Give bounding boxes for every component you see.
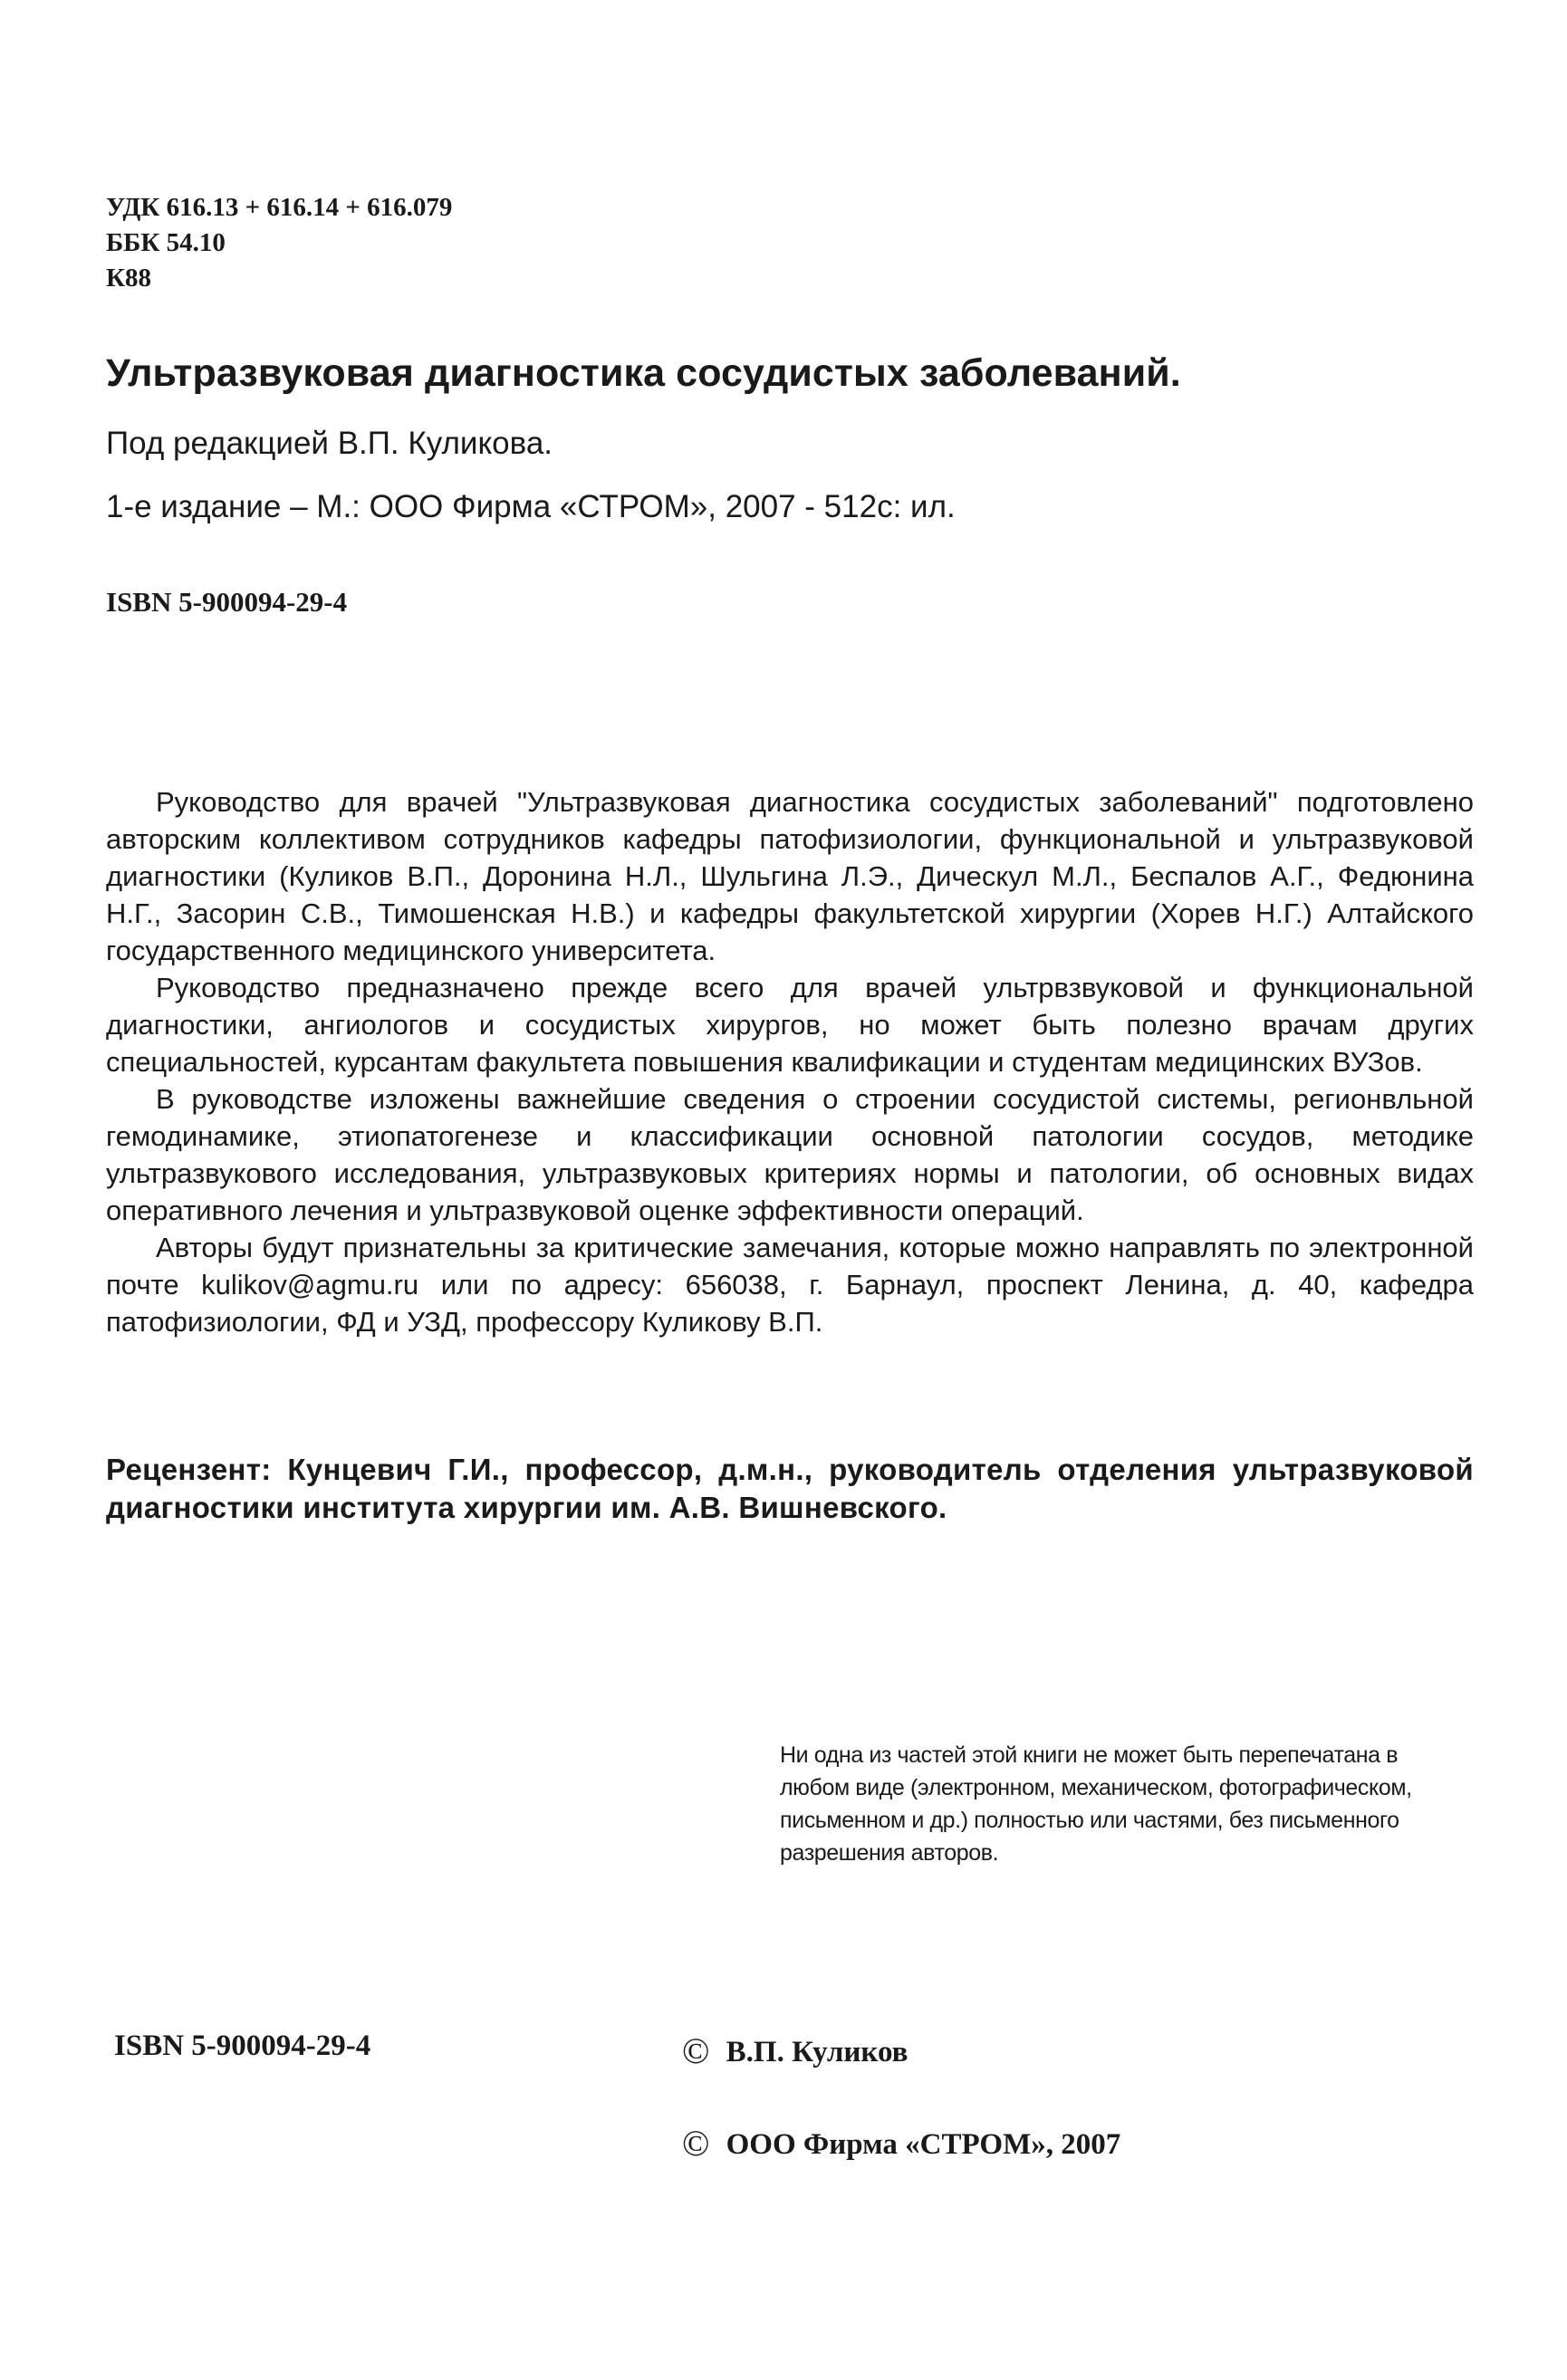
book-title: Ультразвуковая диагностика сосудистых заболеваний. xyxy=(106,351,1181,395)
copyright-author xyxy=(682,2030,908,2072)
isbn-top: ISBN 5-900094-29-4 xyxy=(106,586,348,618)
abstract-paragraph: Авторы будут признательны за критические замечания, которые можно направлять по электронной почте kulikov@agmu.ru или по адресу: 656038, г. Барнаул, проспект Ленина, д. 40, кафедра патофизиологии, ФД и УЗД, профессору Куликову В.П. xyxy=(106,1232,1474,1338)
abstract xyxy=(106,783,1474,1340)
author-mark: К88 xyxy=(106,264,152,293)
edition-line: 1-е издание – М.: ООО Фирма «СТРОМ», 2007 - 512с: ил. xyxy=(106,489,956,524)
reviewer-note: Рецензент: Кунцевич Г.И., профессор, д.м.н., руководитель отделения ультразвуковой диагностики института хирургии им. А.В. Вишневского. xyxy=(106,1453,1474,1524)
abstract-paragraph: Руководство предназначено прежде всего для врачей ультрвзвуковой и функциональной диагностики, ангиологов и сосудистых хирургов, но может быть полезно врачам других специальностей, курсантам факультета повышения квалификации и студентам медицинских ВУЗов. xyxy=(106,972,1474,1078)
rights-notice: Ни одна из частей этой книги не может быть перепечатана в любом виде (электронном, механическом, фотографическом, письменном и др.) полностью или частями, без письменного разрешения авторов. xyxy=(780,1742,1412,1866)
abstract-paragraph: В руководстве изложены важнейшие сведения о строении сосудистой системы, регионвльной гемодинамике, этиопатогенезе и классификации основной патологии сосудов, методике ультразвукового исследования, ультразвуковых критериях нормы и патологии, об основных видах оперативного лечения и ультразвуковой оценке эффективности операций. xyxy=(106,1083,1474,1226)
copyright-author-name: В.П. Куликов xyxy=(726,2036,908,2068)
copyright-publisher xyxy=(682,2122,1120,2164)
copyright-publisher-name: ООО Фирма «СТРОМ», 2007 xyxy=(726,2128,1121,2161)
editor-line: Под редакцией В.П. Куликова. xyxy=(106,426,553,461)
udc-code: УДК 616.13 + 616.14 + 616.079 xyxy=(106,193,453,222)
classification-block xyxy=(106,190,452,296)
copyright-icon: © xyxy=(682,2030,710,2071)
isbn-bottom: ISBN 5-900094-29-4 xyxy=(114,2030,371,2062)
abstract-paragraph: Руководство для врачей "Ультразвуковая диагностика сосудистых заболеваний" подготовлено авторским коллективом сотрудников кафедры патофизиологии, функциональной и ультразвуковой диагностики (Куликов В.П., Доронина Н.Л., Шульгина Л.Э., Дическул М.Л., Беспалов А.Г., Федюнина Н.Г., Засорин С.В., Тимошенская Н.В.) и кафедры факультетской хирургии (Хорев Н.Г.) Алтайского государственного медицинского университета. xyxy=(106,786,1474,966)
copyright-icon: © xyxy=(682,2123,710,2164)
bbk-code: ББК 54.10 xyxy=(106,228,226,257)
